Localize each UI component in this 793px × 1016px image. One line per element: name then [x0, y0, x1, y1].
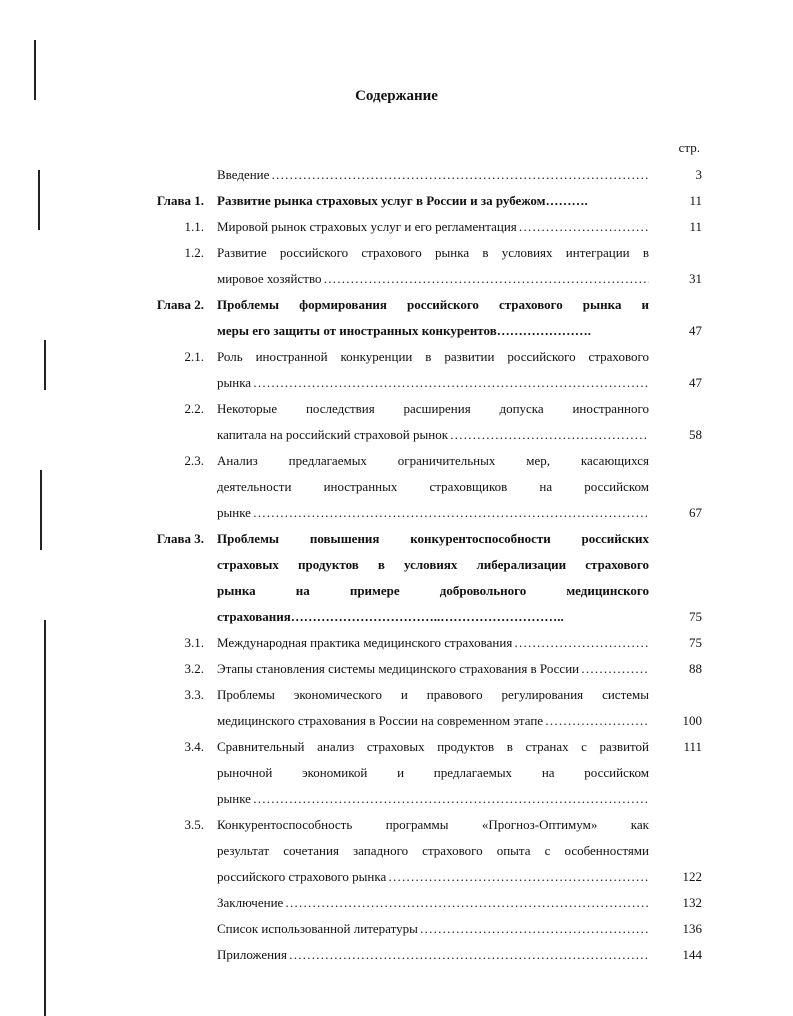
toc-line — [0, 500, 793, 526]
toc-page-number: 11 — [689, 193, 702, 208]
toc-entry-text: Развитие российского страхового рынка в условиях интеграции в — [217, 245, 649, 260]
toc-entry-text: Заключение . . . — [217, 890, 649, 916]
toc-line — [0, 422, 793, 448]
toc-page-number: 11 — [689, 219, 702, 234]
toc-line — [0, 162, 793, 188]
toc-entry-number: 3.5. — [184, 817, 204, 832]
toc-entry-text: Проблемы повышения конкурентоспособности российских — [217, 531, 649, 546]
toc-entry-number: 3.2. — [184, 661, 204, 676]
toc-entry-text: деятельности иностранных страховщиков на российском — [217, 479, 649, 494]
toc-line — [0, 786, 793, 812]
toc-entry-text: Мировой рынок страховых услуг и его регламентация . . . — [217, 214, 649, 240]
toc-entry-text: рыночной экономикой и предлагаемых на российском — [217, 765, 649, 780]
pages-column-header: стр. — [678, 140, 700, 155]
toc-entry-text: Список использованной литературы . . . — [217, 916, 649, 942]
toc-entry-text: мировое хозяйство . . . — [217, 266, 649, 292]
toc-line — [0, 318, 793, 344]
page-title: Содержание — [355, 88, 438, 104]
toc-entry-text: Международная практика медицинского страхования . . . — [217, 630, 649, 656]
toc-line — [0, 760, 793, 786]
toc-line — [0, 266, 793, 292]
toc-entry-number: 3.4. — [184, 739, 204, 754]
toc-line — [0, 630, 793, 656]
toc-entry-number: 1.2. — [184, 245, 204, 260]
toc-entry-number: Глава 3. — [156, 531, 204, 546]
toc-page-number: 31 — [689, 271, 702, 286]
toc-entry-text: медицинского страхования в России на современном этапе . . . — [217, 708, 649, 734]
toc-line — [0, 396, 793, 422]
toc-entry-text: Проблемы формирования российского страхового рынка и — [217, 297, 649, 312]
toc-entry-text: рынка на примере добровольного медицинского — [217, 583, 649, 598]
toc-entry-number: Глава 1. — [156, 193, 204, 208]
toc-page-number: 75 — [689, 609, 702, 624]
toc-entry-number: 3.1. — [184, 635, 204, 650]
toc-entry-text: Проблемы экономического и правового регулирования системы — [217, 687, 649, 702]
toc-line — [0, 708, 793, 734]
toc-entry-text: Этапы становления системы медицинского страхования в России . . . — [217, 656, 649, 682]
toc-line — [0, 682, 793, 708]
toc-page-number: 3 — [695, 167, 702, 182]
toc-entry-text: Сравнительный анализ страховых продуктов в странах с развитой — [217, 739, 649, 754]
toc-line — [0, 890, 793, 916]
toc-line — [0, 578, 793, 604]
toc-line — [0, 292, 793, 318]
toc-page-number: 58 — [689, 427, 702, 442]
toc-entry-text: результат сочетания западного страхового опыта с особенностями — [217, 843, 649, 858]
toc-entry-text: рынке . . . — [217, 500, 649, 526]
toc-page-number: 47 — [689, 375, 702, 390]
toc-line — [0, 942, 793, 968]
toc-page-number: 100 — [682, 713, 702, 728]
toc-page-number: 88 — [689, 661, 702, 676]
toc-entry-text: Роль иностранной конкуренции в развитии российского страхового — [217, 349, 649, 364]
toc-line — [0, 604, 793, 630]
toc-entry-text: рынка . . . — [217, 370, 649, 396]
toc-entry-text: Введение . . . — [217, 162, 649, 188]
toc-line — [0, 812, 793, 838]
toc-page-number: 122 — [682, 869, 702, 884]
toc-line — [0, 526, 793, 552]
toc-page-number: 132 — [682, 895, 702, 910]
toc-entry-number: Глава 2. — [156, 297, 204, 312]
toc-entry-text: Некоторые последствия расширения допуска иностранного — [217, 401, 649, 416]
toc-page-number: 144 — [682, 947, 702, 962]
toc-line — [0, 214, 793, 240]
toc-entry-number: 1.1. — [184, 219, 204, 234]
toc-entry-text: рынке . . . — [217, 786, 649, 812]
toc-entry-text: Анализ предлагаемых ограничительных мер, касающихся — [217, 453, 649, 468]
toc-entry-text: Развитие рынка страховых услуг в России и за рубежом………. — [217, 193, 588, 208]
toc-page-number: 75 — [689, 635, 702, 650]
toc-page-number: 47 — [689, 323, 702, 338]
toc-line — [0, 552, 793, 578]
toc-line — [0, 240, 793, 266]
toc-line — [0, 448, 793, 474]
toc-line — [0, 734, 793, 760]
toc-entry-number: 2.1. — [184, 349, 204, 364]
toc-line — [0, 188, 793, 214]
toc-line — [0, 474, 793, 500]
toc-entry-text: Приложения . . . — [217, 942, 649, 968]
toc-entry-text: капитала на российский страховой рынок . . . — [217, 422, 649, 448]
toc-page-number: 111 — [683, 739, 702, 754]
toc-entry-text: российского страхового рынка . . . — [217, 864, 649, 890]
toc-line — [0, 656, 793, 682]
toc-page-number: 67 — [689, 505, 702, 520]
toc-entry-text: страховых продуктов в условиях либерализации страхового — [217, 557, 649, 572]
toc-entry-number: 2.3. — [184, 453, 204, 468]
toc-entry-text: страхования……………………………..……………………….. — [217, 609, 564, 624]
toc-entry-number: 2.2. — [184, 401, 204, 416]
toc-line — [0, 916, 793, 942]
toc-entry-text: Конкурентоспособность программы «Прогноз-Оптимум» как — [217, 817, 649, 832]
toc-line — [0, 344, 793, 370]
toc-line — [0, 864, 793, 890]
toc-entry-number: 3.3. — [184, 687, 204, 702]
toc-line — [0, 370, 793, 396]
toc-entry-text: меры его защиты от иностранных конкурентов…………………. — [217, 323, 591, 338]
toc-page-number: 136 — [682, 921, 702, 936]
toc-line — [0, 838, 793, 864]
